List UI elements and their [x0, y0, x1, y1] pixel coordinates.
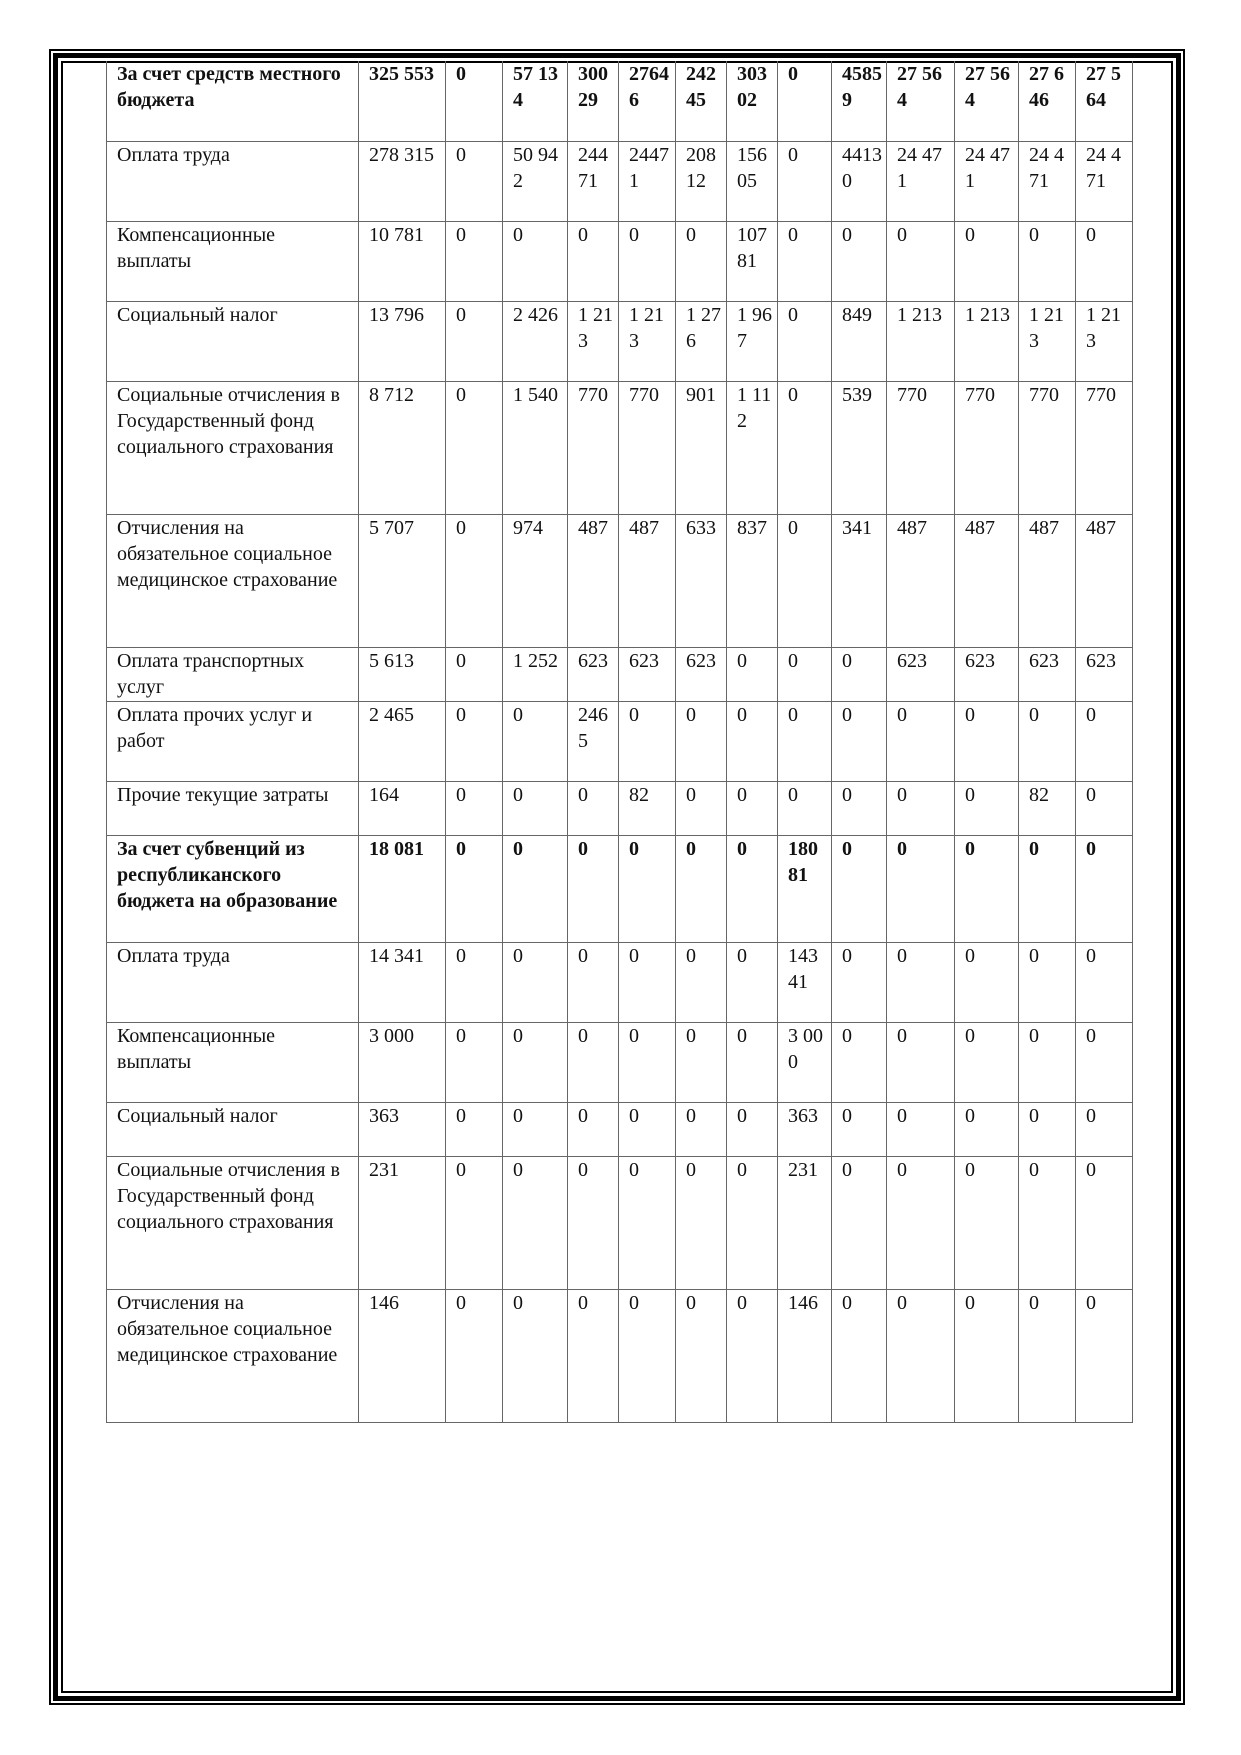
value-cell: 13 796 [359, 301, 446, 381]
value-cell: 1 213 [568, 301, 619, 381]
value-cell: 0 [887, 1102, 955, 1156]
value-cell: 341 [832, 514, 887, 647]
value-cell: 0 [503, 701, 568, 781]
value-cell: 1 276 [676, 301, 727, 381]
value-cell: 3 000 [778, 1022, 832, 1102]
value-cell: 8 712 [359, 381, 446, 514]
value-cell: 487 [1019, 514, 1076, 647]
value-cell: 82 [619, 781, 676, 835]
value-cell: 0 [955, 1022, 1019, 1102]
row-label: За счет субвенций из республиканского бюджета на образование [107, 835, 359, 942]
value-cell: 0 [955, 835, 1019, 942]
table-row [107, 1289, 1133, 1422]
value-cell: 0 [887, 781, 955, 835]
value-cell: 0 [887, 701, 955, 781]
value-cell: 24 471 [887, 141, 955, 221]
value-cell: 849 [832, 301, 887, 381]
value-cell: 0 [568, 221, 619, 301]
value-cell: 0 [446, 1289, 503, 1422]
value-cell: 0 [887, 221, 955, 301]
value-cell: 0 [676, 1102, 727, 1156]
value-cell: 0 [1076, 942, 1133, 1022]
value-cell: 0 [503, 781, 568, 835]
value-cell: 0 [955, 1156, 1019, 1289]
value-cell: 0 [727, 1022, 778, 1102]
value-cell: 623 [1076, 647, 1133, 701]
value-cell: 27 564 [1076, 61, 1133, 141]
value-cell: 0 [955, 221, 1019, 301]
value-cell: 0 [778, 514, 832, 647]
value-cell: 0 [568, 1156, 619, 1289]
value-cell: 0 [446, 1102, 503, 1156]
value-cell: 0 [727, 835, 778, 942]
value-cell: 1 967 [727, 301, 778, 381]
value-cell: 2465 [568, 701, 619, 781]
value-cell: 0 [619, 942, 676, 1022]
value-cell: 27 646 [1019, 61, 1076, 141]
row-label: Оплата труда [107, 942, 359, 1022]
value-cell: 623 [676, 647, 727, 701]
value-cell: 487 [887, 514, 955, 647]
value-cell: 24471 [619, 141, 676, 221]
value-cell: 18 081 [359, 835, 446, 942]
value-cell: 0 [727, 1156, 778, 1289]
value-cell: 0 [446, 781, 503, 835]
value-cell: 0 [832, 1289, 887, 1422]
value-cell: 146 [778, 1289, 832, 1422]
value-cell: 0 [676, 221, 727, 301]
value-cell: 0 [727, 1289, 778, 1422]
row-label: Оплата транспортных услуг [107, 647, 359, 701]
value-cell: 0 [832, 1156, 887, 1289]
value-cell: 0 [568, 1022, 619, 1102]
value-cell: 0 [446, 647, 503, 701]
value-cell: 0 [676, 1289, 727, 1422]
value-cell: 0 [676, 835, 727, 942]
value-cell: 0 [1019, 1102, 1076, 1156]
value-cell: 0 [832, 942, 887, 1022]
table-row [107, 221, 1133, 301]
row-label: Прочие текущие затраты [107, 781, 359, 835]
row-label: Отчисления на обязательное социальное медицинское страхование [107, 514, 359, 647]
value-cell: 231 [359, 1156, 446, 1289]
table-row [107, 1102, 1133, 1156]
value-cell: 10781 [727, 221, 778, 301]
value-cell: 0 [832, 1022, 887, 1102]
value-cell: 623 [568, 647, 619, 701]
value-cell: 18081 [778, 835, 832, 942]
table-row [107, 942, 1133, 1022]
row-label: Социальные отчисления в Государственный фонд социального страхования [107, 1156, 359, 1289]
value-cell: 633 [676, 514, 727, 647]
row-label: Отчисления на обязательное социальное медицинское страхование [107, 1289, 359, 1422]
value-cell: 1 213 [1076, 301, 1133, 381]
value-cell: 0 [619, 1022, 676, 1102]
value-cell: 45859 [832, 61, 887, 141]
value-cell: 0 [619, 1289, 676, 1422]
value-cell: 0 [619, 1156, 676, 1289]
value-cell: 770 [1076, 381, 1133, 514]
value-cell: 0 [568, 781, 619, 835]
value-cell: 0 [887, 1156, 955, 1289]
value-cell: 539 [832, 381, 887, 514]
value-cell: 0 [832, 701, 887, 781]
budget-table-body [107, 61, 1133, 1422]
value-cell: 0 [1076, 835, 1133, 942]
value-cell: 0 [676, 1156, 727, 1289]
table-row [107, 1022, 1133, 1102]
value-cell: 0 [955, 1102, 1019, 1156]
value-cell: 27 564 [955, 61, 1019, 141]
value-cell: 0 [1076, 1102, 1133, 1156]
value-cell: 487 [1076, 514, 1133, 647]
value-cell: 770 [1019, 381, 1076, 514]
value-cell: 0 [446, 141, 503, 221]
value-cell: 0 [568, 835, 619, 942]
value-cell: 0 [887, 1022, 955, 1102]
table-row [107, 301, 1133, 381]
value-cell: 0 [778, 221, 832, 301]
value-cell: 0 [676, 781, 727, 835]
value-cell: 623 [1019, 647, 1076, 701]
value-cell: 0 [832, 647, 887, 701]
row-label: Социальные отчисления в Государственный фонд социального страхования [107, 381, 359, 514]
value-cell: 0 [676, 942, 727, 1022]
value-cell: 0 [676, 701, 727, 781]
value-cell: 0 [832, 835, 887, 942]
value-cell: 20812 [676, 141, 727, 221]
value-cell: 0 [446, 221, 503, 301]
value-cell: 0 [778, 301, 832, 381]
value-cell: 27646 [619, 61, 676, 141]
value-cell: 0 [503, 1022, 568, 1102]
value-cell: 27 564 [887, 61, 955, 141]
value-cell: 0 [955, 701, 1019, 781]
value-cell: 0 [778, 647, 832, 701]
value-cell: 0 [955, 781, 1019, 835]
value-cell: 487 [955, 514, 1019, 647]
value-cell: 623 [619, 647, 676, 701]
value-cell: 1 252 [503, 647, 568, 701]
value-cell: 363 [359, 1102, 446, 1156]
value-cell: 14 341 [359, 942, 446, 1022]
value-cell: 487 [568, 514, 619, 647]
value-cell: 0 [778, 701, 832, 781]
table-row [107, 381, 1133, 514]
value-cell: 0 [446, 1022, 503, 1102]
value-cell: 0 [619, 221, 676, 301]
value-cell: 0 [1019, 1156, 1076, 1289]
value-cell: 24245 [676, 61, 727, 141]
value-cell: 82 [1019, 781, 1076, 835]
value-cell: 30302 [727, 61, 778, 141]
value-cell: 0 [887, 942, 955, 1022]
value-cell: 0 [727, 647, 778, 701]
value-cell: 1 213 [887, 301, 955, 381]
value-cell: 50 942 [503, 141, 568, 221]
value-cell: 0 [446, 835, 503, 942]
value-cell: 24471 [568, 141, 619, 221]
value-cell: 0 [1019, 1289, 1076, 1422]
value-cell: 770 [619, 381, 676, 514]
row-label: Социальный налог [107, 1102, 359, 1156]
value-cell: 2 426 [503, 301, 568, 381]
value-cell: 0 [727, 1102, 778, 1156]
table-row-section [107, 61, 1133, 141]
value-cell: 0 [778, 381, 832, 514]
value-cell: 901 [676, 381, 727, 514]
value-cell: 623 [887, 647, 955, 701]
value-cell: 0 [619, 835, 676, 942]
value-cell: 0 [955, 1289, 1019, 1422]
value-cell: 0 [568, 1102, 619, 1156]
value-cell: 15605 [727, 141, 778, 221]
value-cell: 0 [503, 221, 568, 301]
value-cell: 0 [1076, 1289, 1133, 1422]
value-cell: 0 [503, 942, 568, 1022]
value-cell: 1 540 [503, 381, 568, 514]
row-label: Компенсационные выплаты [107, 221, 359, 301]
value-cell: 0 [446, 514, 503, 647]
row-label: За счет средств местного бюджета [107, 61, 359, 141]
value-cell: 487 [619, 514, 676, 647]
value-cell: 2 465 [359, 701, 446, 781]
value-cell: 0 [955, 942, 1019, 1022]
table-row [107, 647, 1133, 701]
value-cell: 5 707 [359, 514, 446, 647]
value-cell: 770 [568, 381, 619, 514]
value-cell: 3 000 [359, 1022, 446, 1102]
value-cell: 0 [446, 301, 503, 381]
value-cell: 5 613 [359, 647, 446, 701]
table-row [107, 1156, 1133, 1289]
value-cell: 0 [446, 381, 503, 514]
value-cell: 57 134 [503, 61, 568, 141]
value-cell: 1 213 [619, 301, 676, 381]
table-row [107, 141, 1133, 221]
value-cell: 30029 [568, 61, 619, 141]
value-cell: 0 [619, 701, 676, 781]
value-cell: 0 [832, 1102, 887, 1156]
table-row [107, 701, 1133, 781]
value-cell: 0 [446, 1156, 503, 1289]
value-cell: 0 [568, 1289, 619, 1422]
value-cell: 0 [832, 221, 887, 301]
row-label: Оплата труда [107, 141, 359, 221]
value-cell: 0 [778, 781, 832, 835]
row-label: Компенсационные выплаты [107, 1022, 359, 1102]
value-cell: 0 [1076, 701, 1133, 781]
row-label: Оплата прочих услуг и работ [107, 701, 359, 781]
value-cell: 0 [1076, 1156, 1133, 1289]
value-cell: 1 112 [727, 381, 778, 514]
value-cell: 0 [727, 701, 778, 781]
value-cell: 363 [778, 1102, 832, 1156]
value-cell: 44130 [832, 141, 887, 221]
value-cell: 0 [1019, 701, 1076, 781]
value-cell: 0 [619, 1102, 676, 1156]
value-cell: 0 [568, 942, 619, 1022]
value-cell: 164 [359, 781, 446, 835]
value-cell: 0 [446, 942, 503, 1022]
value-cell: 0 [503, 1102, 568, 1156]
value-cell: 0 [887, 835, 955, 942]
value-cell: 837 [727, 514, 778, 647]
value-cell: 0 [503, 835, 568, 942]
value-cell: 0 [1019, 942, 1076, 1022]
value-cell: 974 [503, 514, 568, 647]
value-cell: 0 [887, 1289, 955, 1422]
value-cell: 0 [446, 61, 503, 141]
value-cell: 0 [778, 141, 832, 221]
value-cell: 1 213 [1019, 301, 1076, 381]
value-cell: 0 [727, 942, 778, 1022]
value-cell: 231 [778, 1156, 832, 1289]
value-cell: 0 [1019, 221, 1076, 301]
value-cell: 0 [778, 61, 832, 141]
value-cell: 770 [887, 381, 955, 514]
value-cell: 0 [1019, 1022, 1076, 1102]
value-cell: 14341 [778, 942, 832, 1022]
value-cell: 0 [1076, 781, 1133, 835]
budget-table [106, 61, 1133, 1423]
value-cell: 278 315 [359, 141, 446, 221]
value-cell: 146 [359, 1289, 446, 1422]
table-row [107, 781, 1133, 835]
value-cell: 1 213 [955, 301, 1019, 381]
table-row-section [107, 835, 1133, 942]
value-cell: 623 [955, 647, 1019, 701]
value-cell: 325 553 [359, 61, 446, 141]
value-cell: 0 [503, 1289, 568, 1422]
value-cell: 10 781 [359, 221, 446, 301]
value-cell: 24 471 [1019, 141, 1076, 221]
value-cell: 24 471 [955, 141, 1019, 221]
value-cell: 770 [955, 381, 1019, 514]
value-cell: 0 [1076, 1022, 1133, 1102]
value-cell: 0 [832, 781, 887, 835]
value-cell: 0 [1019, 835, 1076, 942]
value-cell: 0 [446, 701, 503, 781]
table-row [107, 514, 1133, 647]
value-cell: 24 471 [1076, 141, 1133, 221]
value-cell: 0 [676, 1022, 727, 1102]
value-cell: 0 [727, 781, 778, 835]
value-cell: 0 [503, 1156, 568, 1289]
value-cell: 0 [1076, 221, 1133, 301]
row-label: Социальный налог [107, 301, 359, 381]
